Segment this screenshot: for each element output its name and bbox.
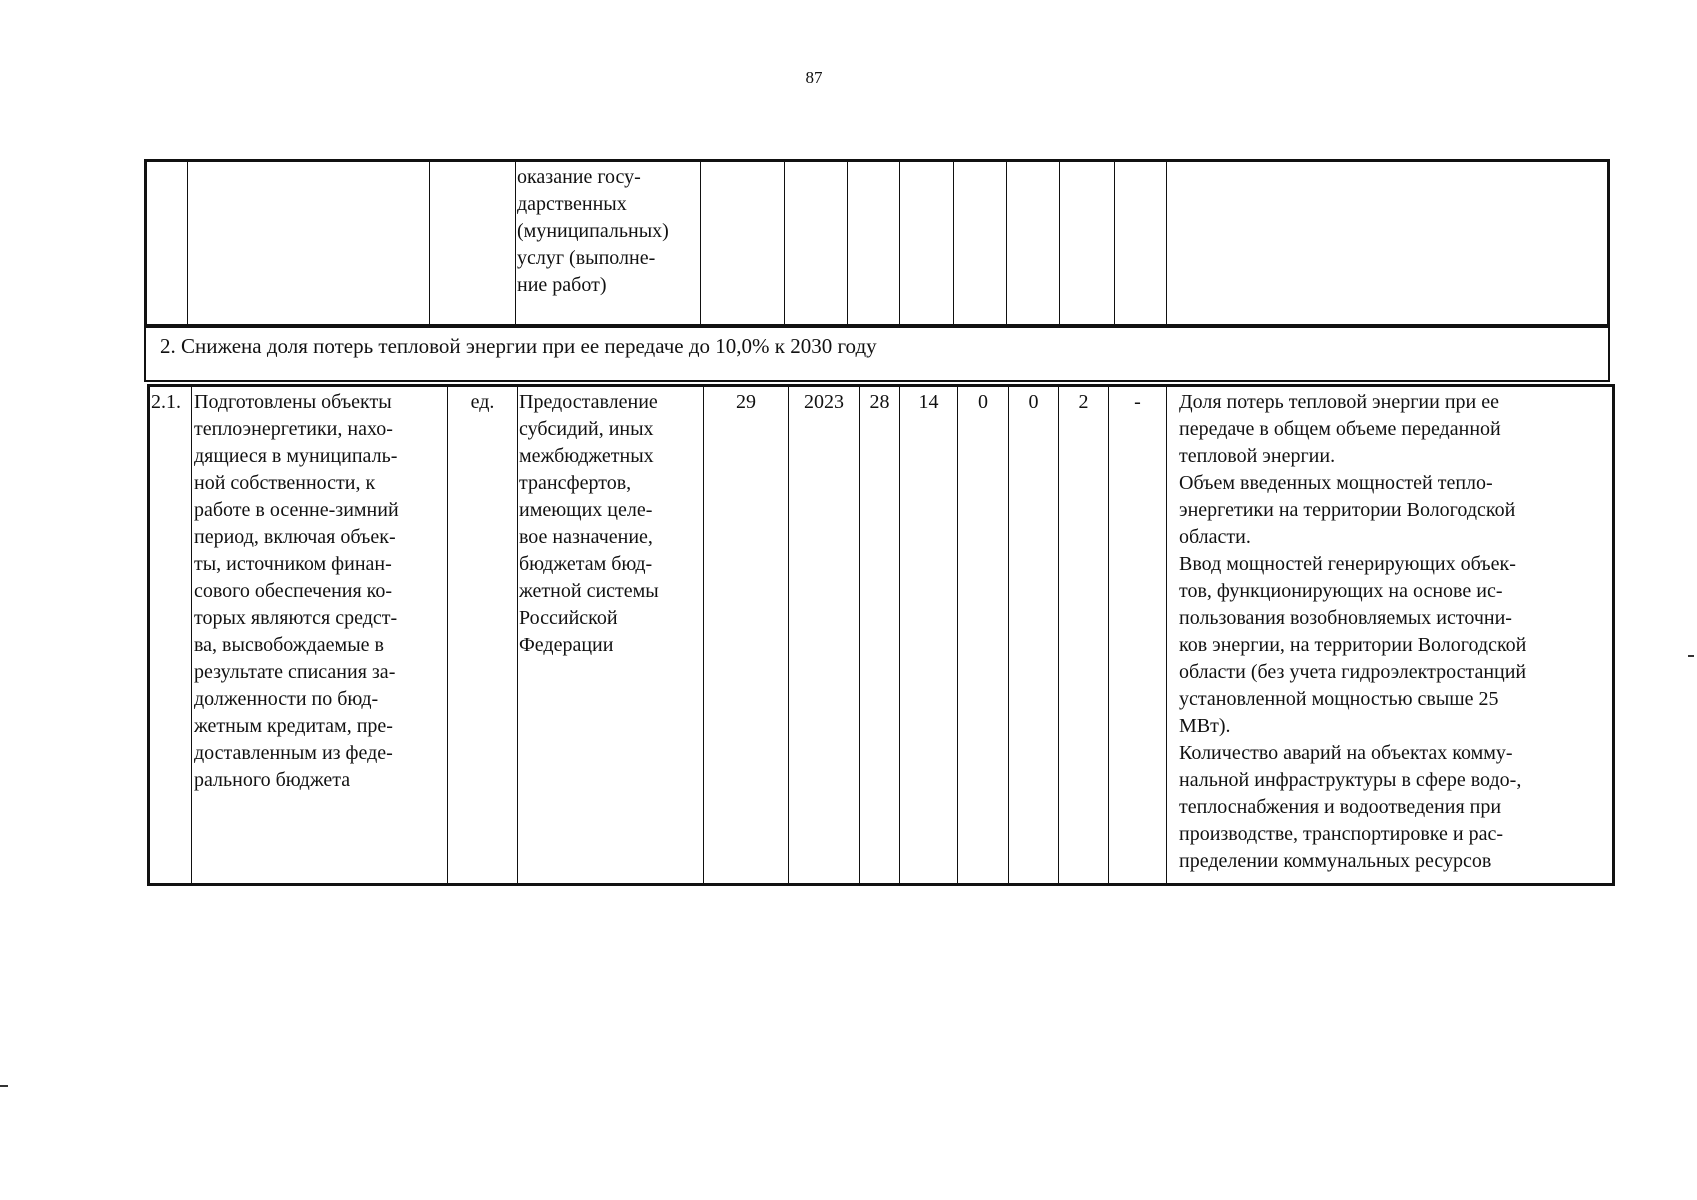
cell-value-3 bbox=[954, 162, 1007, 325]
cell-unit bbox=[430, 162, 516, 325]
cell-base-value bbox=[701, 162, 785, 325]
cell-value-2 bbox=[900, 162, 954, 325]
unit: ед. bbox=[448, 387, 518, 884]
row-number: 2.1. bbox=[150, 387, 192, 884]
cell-result bbox=[188, 162, 430, 325]
value-2: 14 bbox=[900, 387, 958, 884]
continuation-row-table bbox=[144, 159, 1610, 327]
cell-base-year bbox=[785, 162, 848, 325]
section-heading: 2. Снижена доля потерь тепловой энергии при ее передаче до 10,0% к 2030 году bbox=[160, 334, 877, 358]
continuation-row bbox=[147, 162, 1608, 325]
cell-type: оказание госу- дарственных (муниципальных) услуг (выполне- ние работ) bbox=[516, 162, 701, 325]
table-row bbox=[150, 387, 1613, 884]
base-value: 29 bbox=[704, 387, 789, 884]
value-1: 28 bbox=[860, 387, 900, 884]
base-year: 2023 bbox=[789, 387, 860, 884]
value-3: 0 bbox=[958, 387, 1009, 884]
cell-value-4 bbox=[1007, 162, 1060, 325]
page-number: 87 bbox=[805, 68, 823, 87]
value-6: - bbox=[1109, 387, 1167, 884]
cell-value-5 bbox=[1060, 162, 1115, 325]
indicators: Доля потерь тепловой энергии при ее передаче в общем объеме переданной тепловой энергии. Объем введенных мощностей тепло- энергетики на территории Вологодской области. Ввод мощностей генерирующих объек- тов, функционирующих на основе ис- пользования возобновляемых источни- ков энергии, на территории Вологодской области (без учета гидроэлектростанций установленной мощностью свыше 25 МВт). Количество аварий на объектах комму- нальной инфраструктуры в сфере водо-, теплоснабжения и водоотведения при производстве, транспортировке и рас- пределении коммунальных ресурсов bbox=[1167, 387, 1613, 884]
row-2-1-table bbox=[147, 384, 1615, 886]
type-of-measure: Предоставление субсидий, иных межбюджетных трансфертов, имеющих целе- вое назначение, бюджетам бюд- жетной системы Российской Федерации bbox=[518, 387, 704, 884]
cell-value-6 bbox=[1115, 162, 1167, 325]
cell-indicators bbox=[1167, 162, 1608, 325]
cell-value-1 bbox=[848, 162, 900, 325]
scan-mark bbox=[0, 1085, 8, 1087]
result-description: Подготовлены объекты теплоэнергетики, нахо- дящиеся в муниципаль- ной собственности, к работе в осенне-зимний период, включая объек- ты, источником финан- сового обеспечения ко- торых являются средст- ва, высвобождаемые в результате списания за- долженности по бюд- жетным кредитам, пре- доставленным из феде- рального бюджета bbox=[192, 387, 448, 884]
value-4: 0 bbox=[1009, 387, 1059, 884]
section-heading-row bbox=[144, 326, 1610, 382]
scan-mark bbox=[1688, 655, 1694, 657]
cell-number bbox=[147, 162, 188, 325]
value-5: 2 bbox=[1059, 387, 1109, 884]
